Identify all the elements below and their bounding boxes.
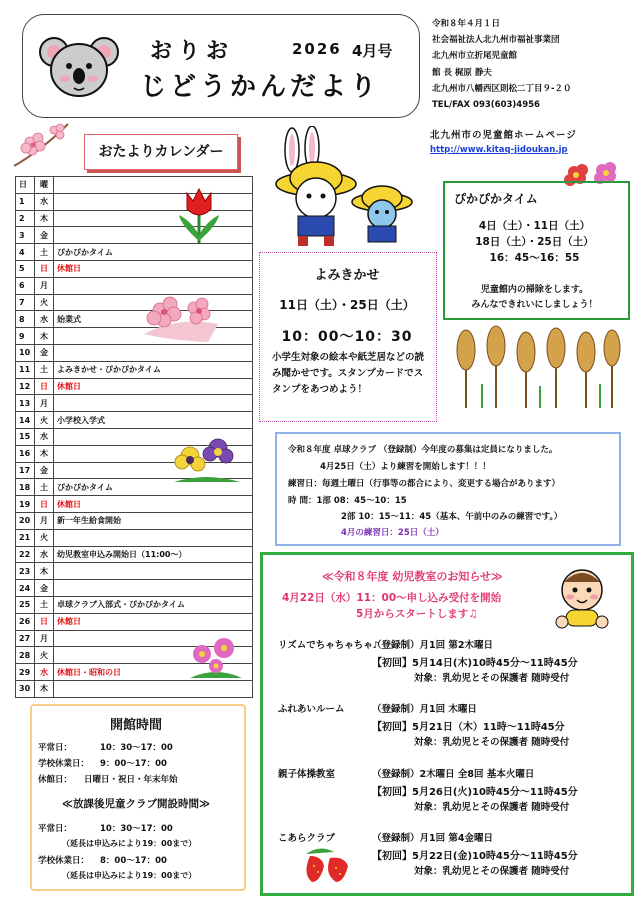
club-line3: 練習日：毎週土曜日（行事等の都合により、変更する場合があります）: [288, 479, 561, 489]
calendar-day: 24: [16, 580, 35, 597]
calendar-event: [54, 563, 253, 580]
publish-date: 令和８年４月１日: [432, 19, 501, 29]
hours-weekday-time: 10：30～17：00: [100, 743, 173, 753]
yomikikase-time: 10：00～10：30: [281, 329, 413, 345]
calendar-event: 始業式: [54, 311, 253, 328]
homepage-link[interactable]: http://www.kitaq-jidoukan.jp: [430, 145, 568, 155]
calendar-weekday: 水: [35, 546, 54, 563]
calendar-day: 16: [16, 445, 35, 462]
calendar-event: 休館日: [54, 613, 253, 630]
calendar-day: 23: [16, 563, 35, 580]
yomikikase-desc: 小学生対象の絵本や紙芝居などの読み聞かせです。スタンプカードでスタンプをあつめよう！: [272, 352, 425, 395]
program-name: 親子体操教室: [278, 769, 336, 780]
calendar-row: [16, 512, 253, 529]
program-target: 対象：乳幼児とその保護者 随時受付: [414, 866, 570, 877]
baby-icon: [550, 564, 614, 630]
club-line6: 4月の練習日：25日（土）: [341, 528, 444, 538]
calendar-weekday: 土: [35, 361, 54, 378]
calendar-event: 卓球クラブ入部式・ぴかぴかタイム: [54, 596, 253, 613]
calendar-event: [54, 344, 253, 361]
pikapika-time: 16：45～16：55: [489, 252, 580, 264]
horsetail-icon: [452, 324, 622, 410]
program-frequency: （登録制）月1回 第2木曜日: [372, 640, 494, 651]
calendar-day: 25: [16, 596, 35, 613]
koala-icon: [38, 24, 120, 106]
calendar-event: ぴかぴかタイム: [54, 244, 253, 261]
pikapika-note: [443, 283, 626, 313]
calendar-row: [16, 496, 253, 513]
program-first-session: 【初回】5月26日(火)10時45分～11時45分: [372, 787, 578, 798]
calendar-weekday: 日: [35, 378, 54, 395]
afterschool-holiday: [38, 854, 167, 866]
calendar-day: 1: [16, 193, 35, 210]
pikapika-title: ぴかぴかタイム: [454, 192, 538, 206]
calendar-row: [16, 529, 253, 546]
calendar-day: 2: [16, 210, 35, 227]
cherry-blossom-icon: [12, 120, 70, 168]
calendar-event: 幼児教室申込み開始日（11:00～）: [54, 546, 253, 563]
hours-closed: [38, 773, 178, 785]
calendar-weekday: 土: [35, 479, 54, 496]
calendar-day: 13: [16, 395, 35, 412]
calendar-day: 18: [16, 479, 35, 496]
calendar-row: [16, 613, 253, 630]
calendar-weekday: 水: [35, 193, 54, 210]
calendar-day: 10: [16, 344, 35, 361]
address: 北九州市八幡西区則松二丁目９-２０: [432, 83, 572, 94]
calendar-day: 14: [16, 412, 35, 429]
calendar-weekday: 月: [35, 277, 54, 294]
calendar-row: [16, 361, 253, 378]
hours-closed-text: 日曜日・祝日・年末年始: [84, 775, 178, 785]
program-name: ふれあいルーム: [278, 704, 345, 715]
calendar-weekday: 火: [35, 647, 54, 664]
calendar-day: 21: [16, 529, 35, 546]
pansy-icon: [170, 434, 242, 484]
calendar-day: 7: [16, 294, 35, 311]
calendar-heading: [84, 134, 238, 170]
program-name: リズムでちゃちゃちゃ♪: [278, 640, 379, 651]
kinder-title: ≪令和８年度 幼児教室のお知らせ≫: [322, 570, 503, 583]
calendar-day: 28: [16, 647, 35, 664]
calendar-day: 4: [16, 244, 35, 261]
program-frequency: （登録制）月1回 第4金曜日: [372, 833, 494, 844]
tulip-icon: [175, 185, 223, 245]
calendar-row: [16, 580, 253, 597]
pikapika-dates2: 18日（土）・25日（土）: [475, 236, 594, 248]
hours-schoolholiday: [38, 757, 167, 769]
calendar-day: 29: [16, 664, 35, 681]
hours-schoolholiday-label: 学校休業日：: [38, 759, 90, 769]
facility-name: 北九州市立折尾児童館: [432, 51, 518, 62]
afterschool-holiday-label: 学校休業日：: [38, 856, 90, 866]
afterschool-title: ≪放課後児童クラブ開設時間≫: [62, 798, 210, 810]
strawberry-icon: [300, 842, 356, 884]
hours-closed-label: 休館日：: [38, 775, 73, 785]
kinder-line1: 4月22日（水）11：00～申し込み受付を開始: [282, 592, 502, 604]
calendar-day: 17: [16, 462, 35, 479]
program-target: 対象：乳幼児とその保護者 随時受付: [414, 802, 570, 813]
calendar-weekday: 月: [35, 512, 54, 529]
calendar-weekday: 木: [35, 563, 54, 580]
club-line1: 令和８年度 卓球クラブ （登録制）今年度の募集は定員になりました。: [288, 445, 558, 455]
calendar-event: 小学校入学式: [54, 412, 253, 429]
calendar-day: 15: [16, 428, 35, 445]
calendar-weekday: 木: [35, 445, 54, 462]
calendar-weekday: 日: [35, 260, 54, 277]
calendar-event: [54, 580, 253, 597]
calendar-day: 26: [16, 613, 35, 630]
hours-title: 開館時間: [109, 718, 162, 733]
calendar-weekday: 土: [35, 244, 54, 261]
calendar-weekday: 土: [35, 596, 54, 613]
program-name: こあらクラブ: [278, 833, 336, 844]
calendar-event: 休館日・昭和の日: [54, 664, 253, 681]
program-frequency: （登録制）2木曜日 全8回 基本火曜日: [372, 769, 535, 780]
afterschool-weekday-note: （延長は申込みにより19：00まで）: [62, 839, 197, 848]
afterschool-holiday-note: （延長は申込みにより19：00まで）: [62, 871, 197, 880]
calendar-weekday: 水: [35, 311, 54, 328]
calendar-weekday: 日: [35, 613, 54, 630]
program-first-session: 【初回】5月14日(木)10時45分～11時45分: [372, 658, 578, 669]
calendar-row: [16, 563, 253, 580]
calendar-weekday: 火: [35, 412, 54, 429]
calendar-weekday: 火: [35, 294, 54, 311]
afterschool-weekday: [38, 822, 173, 834]
calendar-event: [54, 395, 253, 412]
yomikikase-dates: 11日（土）・25日（土）: [279, 298, 415, 312]
calendar-event: [54, 680, 253, 697]
calendar-weekday: 木: [35, 680, 54, 697]
flower-pot-icon: [186, 632, 244, 682]
calendar-event: ぴかぴかタイム: [54, 479, 253, 496]
club-line2: 4月25日（土）より練習を開始します！！！: [320, 462, 491, 472]
pikapika-dates1: 4日（土）・11日（土）: [478, 220, 591, 232]
col-weekday-header: 曜: [35, 177, 54, 194]
yomikikase-title: よみきかせ: [314, 268, 380, 283]
calendar-day: 6: [16, 277, 35, 294]
afterschool-holiday-time: 8：00～17：00: [100, 856, 167, 866]
tel-fax: TEL/FAX 093(603)4956: [432, 100, 540, 111]
calendar-weekday: 金: [35, 344, 54, 361]
calendar-row: [16, 244, 253, 261]
program-first-session: 【初回】5月22日(金)10時45分～11時45分: [372, 851, 578, 862]
program-frequency: （登録制）月1回 木曜日: [372, 704, 477, 715]
col-day-header: 日: [16, 177, 35, 194]
publisher-info: [432, 16, 572, 113]
calendar-weekday: 水: [35, 664, 54, 681]
title-line2: じどうかんだより: [140, 72, 381, 102]
calendar-row: [16, 412, 253, 429]
kids-characters-icon: [272, 126, 422, 248]
calendar-weekday: 金: [35, 580, 54, 597]
calendar-event: 休館日: [54, 496, 253, 513]
calendar-weekday: 日: [35, 496, 54, 513]
calendar-event: 休館日: [54, 378, 253, 395]
calendar-day: 9: [16, 328, 35, 345]
calendar-day: 27: [16, 630, 35, 647]
calendar-event: よみきかせ・ぴかぴかタイム: [54, 361, 253, 378]
calendar-weekday: 木: [35, 210, 54, 227]
program-target: 対象：乳幼児とその保護者 随時受付: [414, 673, 570, 684]
homepage-label: 北九州市の児童館ホームページ: [430, 130, 577, 141]
calendar-day: 3: [16, 227, 35, 244]
calendar-weekday: 水: [35, 428, 54, 445]
hours-weekday: [38, 741, 173, 753]
pikapika-note1: 児童館内の掃除をします。: [480, 285, 589, 295]
calendar-row: [16, 260, 253, 277]
director-name: 館 長 梶原 静夫: [432, 67, 492, 78]
club-line5: 2部 10：15～11：45（基本、午前中のみの練習です。）: [341, 512, 563, 522]
calendar-day: 20: [16, 512, 35, 529]
hours-weekday-label: 平常日：: [38, 743, 73, 753]
calendar-row: [16, 546, 253, 563]
kinder-line2: 5月からスタートします♫: [356, 608, 478, 620]
calendar-weekday: 月: [35, 630, 54, 647]
calendar-row: [16, 596, 253, 613]
calendar-heading-text: おたよりカレンダー: [98, 144, 224, 160]
calendar-row: [16, 395, 253, 412]
calendar-day: 11: [16, 361, 35, 378]
calendar-event: 新一年生給食開始: [54, 512, 253, 529]
calendar-weekday: 木: [35, 328, 54, 345]
calendar-row: [16, 378, 253, 395]
sakura-petals-icon: [138, 290, 222, 346]
publisher-org: 社会福祉法人北九州市福祉事業団: [432, 35, 560, 46]
issue-month: 4月号: [352, 42, 393, 60]
calendar-weekday: 月: [35, 395, 54, 412]
calendar-day: 8: [16, 311, 35, 328]
calendar-row: [16, 680, 253, 697]
program-target: 対象：乳幼児とその保護者 随時受付: [414, 737, 570, 748]
title-line1: おりお: [150, 39, 235, 64]
calendar-day: 30: [16, 680, 35, 697]
calendar-day: 19: [16, 496, 35, 513]
issue-year: 2026: [292, 40, 342, 58]
calendar-day: 5: [16, 260, 35, 277]
program-first-session: 【初回】5月21日（木）11時～11時45分: [372, 722, 565, 733]
calendar-day: 12: [16, 378, 35, 395]
calendar-event: [54, 529, 253, 546]
calendar-weekday: 金: [35, 227, 54, 244]
calendar-row: [16, 344, 253, 361]
calendar-weekday: 火: [35, 529, 54, 546]
calendar-day: 22: [16, 546, 35, 563]
calendar-weekday: 金: [35, 462, 54, 479]
afterschool-weekday-time: 10：30～17：00: [100, 824, 173, 834]
club-line4: 時 間：1部 08：45～10：15: [288, 496, 407, 506]
hours-schoolholiday-time: 9：00～17：00: [100, 759, 167, 769]
calendar-event: 休館日: [54, 260, 253, 277]
afterschool-weekday-label: 平常日：: [38, 824, 73, 834]
pikapika-note2: みんなできれいにしましょう！: [471, 300, 598, 310]
